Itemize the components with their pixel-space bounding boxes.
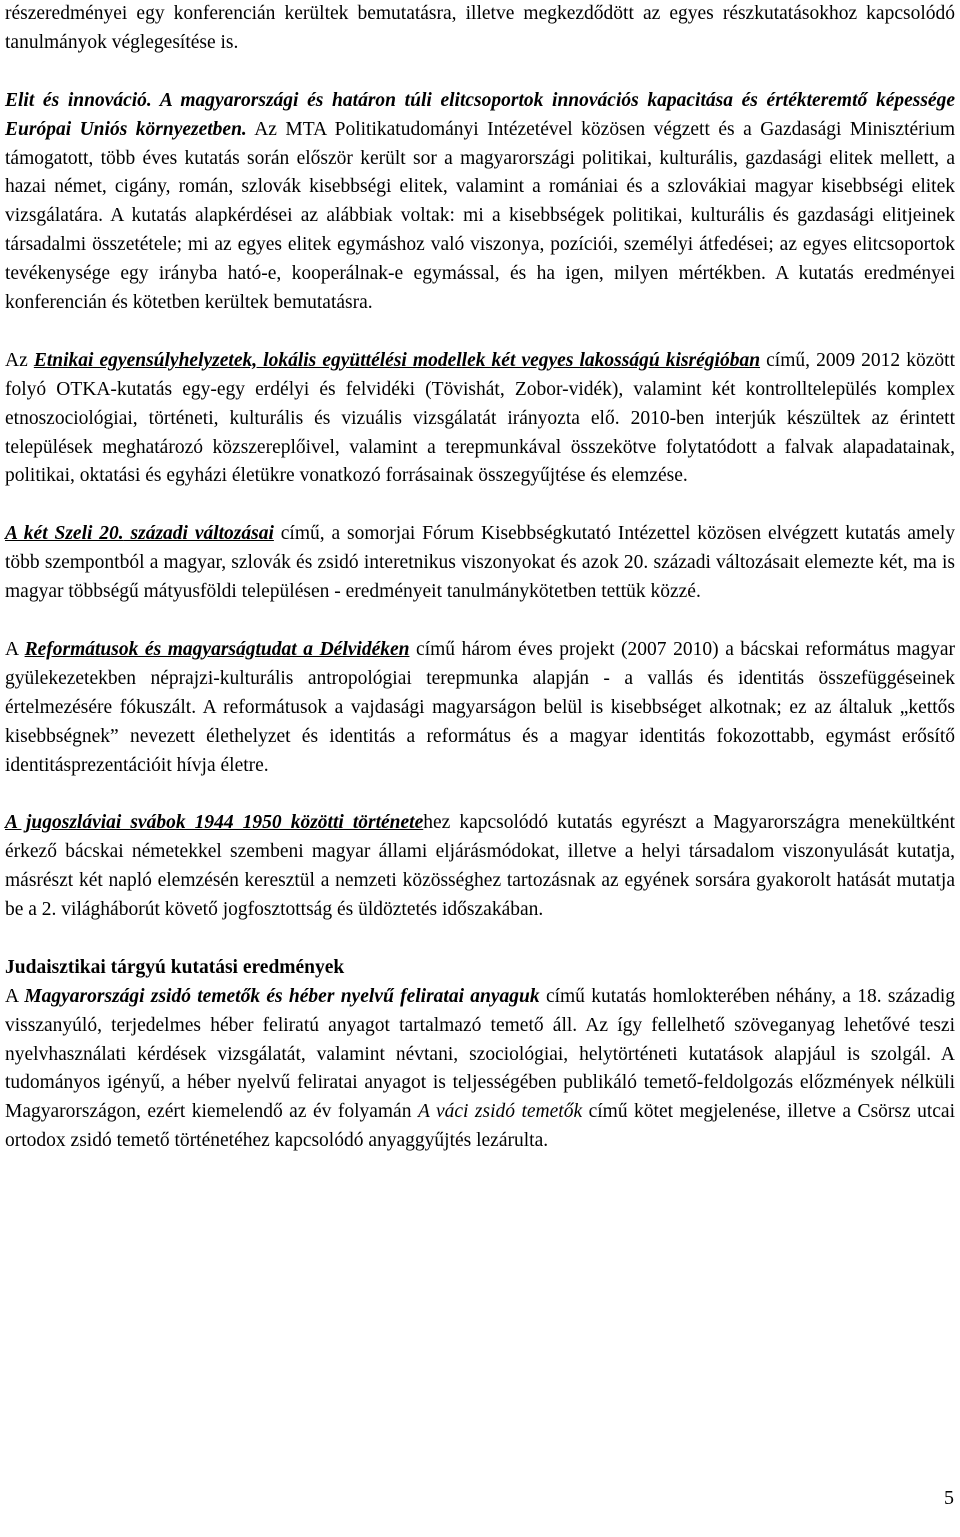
paragraph-intro (5, 0, 955, 58)
project-title: A két Szeli 20. (5, 523, 124, 545)
document-page (5, 0, 955, 1156)
project-title: Etnikai egyensúlyhelyzetek, lokális együttélési modellek két vegyes lakosságú kisrégióban (33, 349, 761, 371)
intro-text: részeredményei egy konferencián kerültek bemutatásra, illetve megkezdődött az egyes részkutatásokhoz kapcsolódó tanulmányok véglegesítése is. (5, 3, 955, 53)
paragraph-text: című kötet megjelenése, illetve a Csörsz utcai ortodox zsidó temető történetéhez kapcsolódó anyaggyűjtés lezárulta. (5, 1101, 956, 1152)
paragraph-text: című, a somorjai Fórum Kisebbségkutató Intézettel közösen elvégzett kutatás amely több szempontból a magyar, szlovák és zsidó interetnikus viszonyokat és azok 20. századi változásait elemezte két, ma is magyar többségű mátyusföldi településen - eredményeit tanulmánykötetben tettük közzé. (5, 523, 955, 603)
project-title: A jugoszláviai svábok 1944 1950 közötti története (5, 812, 424, 834)
paragraph-gap (5, 925, 955, 954)
paragraph-jewish-cemeteries (5, 983, 955, 1156)
page-number: 5 (944, 1487, 954, 1509)
project-title: Magyarországi zsidó temetők és héber nyelvű feliratai anyaguk (24, 985, 540, 1007)
paragraph-elite-innovation (5, 87, 955, 318)
paragraph-lead: A (5, 638, 25, 660)
paragraph-lead: Az (5, 349, 34, 371)
paragraph-gap (5, 607, 955, 636)
paragraph-gap (5, 58, 955, 87)
paragraph-text: hez kapcsolódó kutatás egyrészt a Magyarországra menekültként érkező bácskai németekkel szembeni magyar állami eljárásmódokat, illetve a helyi társadalom viszonyulását kutatja, másrészt két napló elemzésén keresztül a nemzeti közösséghez tartozásnak az egyének sorsára gyakorolt hatását mutatja be a 2. világháborút követő jogfosztottság és üldöztetés időszakában. (5, 812, 955, 921)
paragraph-ethnic-balance (5, 347, 955, 492)
paragraph-gap (5, 491, 955, 520)
paragraph-reformed (5, 636, 955, 781)
section-heading (5, 954, 955, 983)
paragraph-gap (5, 318, 955, 347)
paragraph-szeli (5, 520, 955, 607)
paragraph-swabians (5, 809, 955, 925)
paragraph-text: című három éves projekt (2007 2010) a bácskai református magyar gyülekezetekben néprajzi-kulturális antropológiai terepmunka alapján - a vallás és identitás összefüggéseinek értelmezésére fókuszált. A reformátusok a vajdasági magyarságon belül is kisebbséget alkotnak; ez az általuk „kettős kisebbségnek” nevezett élethelyzet és identitás a református és a magyar identitás fokozottabb, egymást erősítő identitásprezentációit hívja életre. (5, 638, 955, 776)
paragraph-text: című kutatás homlokterében néhány, a 18. századig visszanyúló, terjedelmes héber feliratú anyagot tartalmazó temető áll. Az így fellelhető szöveganyag lehetővé teszi nyelvhasználati kérdések vizsgálatát, valamint névtani, szociológiai, helytörténeti kutatások alapjául is szolgál. A tudományos igényű, a héber nyelvű feliratai anyagot is teljességében publikáló temető-feldolgozás előzmények nélküli Magyarországon, ezért kiemelendő az év folyamán (5, 985, 955, 1123)
paragraph-gap (5, 780, 955, 809)
paragraph-text: című, 2009 2012 között folyó OTKA-kutatás egy-egy erdélyi és felvidéki (Tövishát, Zobor-vidék), valamint két kontrolltelepülés komplex etnoszociológiai, történeti, kulturális és vizuális vizsgálatát irányozta elő. 2010-ben interjúk készültek az érintett települések meghatározó közszereplőivel, valamint a terepmunkával összekötve folytatódott a falvak alapadatainak, politikai, oktatási és egyházi életükre vonatkozó forrásainak összegyűjtése és elemzése. (5, 349, 955, 487)
book-title: A váci zsidó temetők (417, 1101, 583, 1123)
paragraph-text: Az MTA Politikatudományi Intézetével közösen végzett és a Gazdasági Minisztérium támogatott, több éves kutatás során először került sor a magyarországi politikai, kulturális, gazdasági elitek mellett, a hazai német, cigány, román, szlovák kisebbségi elitek, valamint a romániai és a szlovákiai magyar kisebbségi elitek vizsgálatára. (5, 118, 955, 227)
project-title: Reformátusok és magyarságtudat a Délvidéken (24, 638, 410, 660)
project-title: Elit és innováció. A magyarországi és határon túli elitcsoportok innovációs kapacitása és értékteremtő képessége Európai Uniós környezetben. (5, 89, 955, 140)
paragraph-text: A kutatás alapkérdései az alábbiak voltak: mi a kisebbségek politikai, kulturális és gazdasági elitjeinek társadalmi összetétele; mi az egyes elitek egymáshoz való viszonya, pozíciói, személyi átfedései; az egyes elitcsoportok tevékenysége egy irányba ható-e, kooperálnak-e egymással, és ha igen, milyen mértékben. A kutatás eredményei konferencián és kötetben kerültek bemutatásra. (5, 205, 955, 314)
paragraph-lead: A (5, 985, 25, 1007)
project-title-cont: századi változásai (123, 523, 274, 545)
judaism-heading: Judaisztikai tárgyú kutatási eredmények (5, 956, 345, 978)
